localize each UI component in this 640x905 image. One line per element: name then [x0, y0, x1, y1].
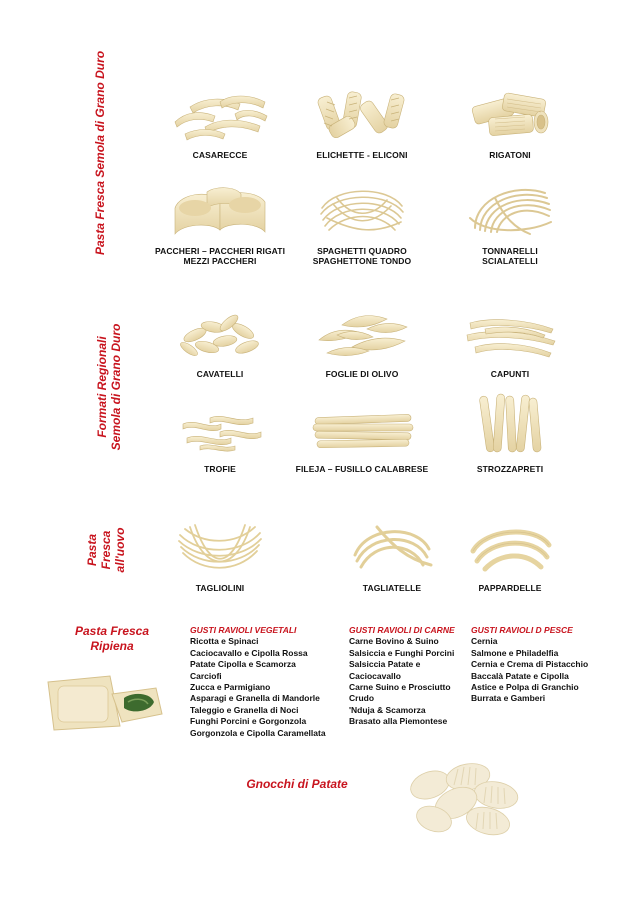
- pasta-caption: TROFIE: [204, 464, 236, 474]
- list-item: Burrata e Gamberi: [471, 693, 546, 704]
- ravioli-pesce-list: [471, 625, 596, 705]
- list-item: Asparagi e Granella di Mandorle: [190, 693, 320, 704]
- pasta-cavatelli: [150, 305, 290, 379]
- pasta-pappardelle: [440, 515, 580, 593]
- list-item: Carne Suino e Prosciutto Crudo: [349, 682, 451, 704]
- tagliatelle-nest-icon: [337, 515, 447, 577]
- pasta-tonnarelli: [440, 178, 580, 266]
- rigatoni-pasta-icon: [455, 82, 565, 144]
- foglie-di-olivo-pasta-icon: [307, 305, 417, 363]
- section-title-ripiena: Pasta Fresca Ripiena: [74, 624, 150, 653]
- fileja-pasta-icon: [307, 400, 417, 458]
- cavatelli-pasta-icon: [165, 305, 275, 363]
- paccheri-pasta-icon: [165, 178, 275, 240]
- ravioli-image: [40, 668, 166, 734]
- ravioli-carne-list: [349, 625, 474, 728]
- elichette-pasta-icon: [307, 82, 417, 144]
- pasta-caption: TAGLIOLINI: [195, 583, 245, 593]
- spaghetti-nest-icon: [307, 178, 417, 240]
- pasta-caption: FILEJA – FUSILLO CALABRESE: [295, 464, 429, 474]
- pasta-caption: RIGATONI: [489, 150, 531, 160]
- pappardelle-nest-icon: [455, 515, 565, 577]
- gnocchi-image: [398, 755, 528, 843]
- pasta-foglie-di-olivo: [292, 305, 432, 379]
- capunti-pasta-icon: [455, 305, 565, 363]
- ravioli-vegetali-heading: GUSTI RAVIOLI VEGETALI: [190, 625, 297, 635]
- pasta-spaghetti: [292, 178, 432, 266]
- tonnarelli-nest-icon: [455, 178, 565, 240]
- pasta-caption: CAPUNTI: [490, 369, 530, 379]
- list-item: Patate Cipolla e Scamorza: [190, 659, 296, 670]
- list-item: Caciocavallo e Cipolla Rossa: [190, 647, 308, 658]
- list-item: Salsiccia e Funghi Porcini: [349, 647, 455, 658]
- pasta-caption: CASARECCE: [192, 150, 248, 160]
- ravioli-carne-heading: GUSTI RAVIOLI DI CARNE: [349, 625, 455, 635]
- pasta-caption: SPAGHETTI QUADRO SPAGHETTONE TONDO: [312, 246, 412, 266]
- ravioli-vegetali-list: [190, 625, 330, 739]
- casarecce-pasta-icon: [165, 82, 275, 144]
- section-title-gnocchi: Gnocchi di Patate: [246, 777, 348, 791]
- section-title-semola: Pasta Fresca Semola di Grano Duro: [93, 50, 107, 255]
- pasta-strozzapreti: [440, 392, 580, 474]
- list-item: Cernia: [471, 636, 498, 647]
- trofie-pasta-icon: [165, 400, 275, 458]
- section-title-uovo: Pasta Fresca all'uovo: [85, 527, 127, 573]
- pasta-caption: TONNARELLI SCIALATELLI: [482, 246, 538, 266]
- list-item: Astice e Polpa di Granchio: [471, 682, 579, 693]
- strozzapreti-pasta-icon: [455, 392, 565, 458]
- list-item: Cernia e Crema di Pistacchio: [471, 659, 589, 670]
- pasta-caption: PAPPARDELLE: [478, 583, 542, 593]
- list-item: Carciofi: [190, 670, 222, 681]
- section-title-regionali: Formati Regionali Semola di Grano Duro: [95, 323, 123, 451]
- list-item: Gorgonzola e Cipolla Caramellata: [190, 727, 326, 738]
- pasta-caption: CAVATELLI: [196, 369, 244, 379]
- pasta-elichette: [292, 82, 432, 160]
- list-item: Salmone e Philadelfia: [471, 647, 559, 658]
- pasta-caption: STROZZAPRETI: [476, 464, 544, 474]
- list-item: Funghi Porcini e Gorgonzola: [190, 716, 307, 727]
- list-item: Brasato alla Piemontese: [349, 716, 448, 727]
- pasta-capunti: [440, 305, 580, 379]
- ravioli-pesce-heading: GUSTI RAVIOLI D PESCE: [471, 625, 573, 635]
- pasta-fileja: [292, 400, 432, 474]
- list-item: Ricotta e Spinaci: [190, 636, 259, 647]
- pasta-caption: TAGLIATELLE: [362, 583, 422, 593]
- list-item: Taleggio e Granella di Noci: [190, 704, 299, 715]
- pasta-rigatoni: [440, 82, 580, 160]
- list-item: Carne Bovino & Suino: [349, 636, 439, 647]
- list-item: Salsiccia Patate e Caciocavallo: [349, 659, 421, 681]
- pasta-caption: PACCHERI – PACCHERI RIGATI MEZZI PACCHERI: [154, 246, 286, 266]
- list-item: 'Nduja & Scamorza: [349, 704, 426, 715]
- pasta-caption: FOGLIE DI OLIVO: [325, 369, 399, 379]
- pasta-tagliolini: [150, 515, 290, 593]
- list-item: Zucca e Parmigiano: [190, 682, 271, 693]
- list-item: Baccalà Patate e Cipolla: [471, 670, 569, 681]
- pasta-trofie: [150, 400, 290, 474]
- tagliolini-nest-icon: [165, 515, 275, 577]
- pasta-paccheri: [150, 178, 290, 266]
- pasta-casarecce: [150, 82, 290, 160]
- pasta-caption: ELICHETTE - ELICONI: [316, 150, 408, 160]
